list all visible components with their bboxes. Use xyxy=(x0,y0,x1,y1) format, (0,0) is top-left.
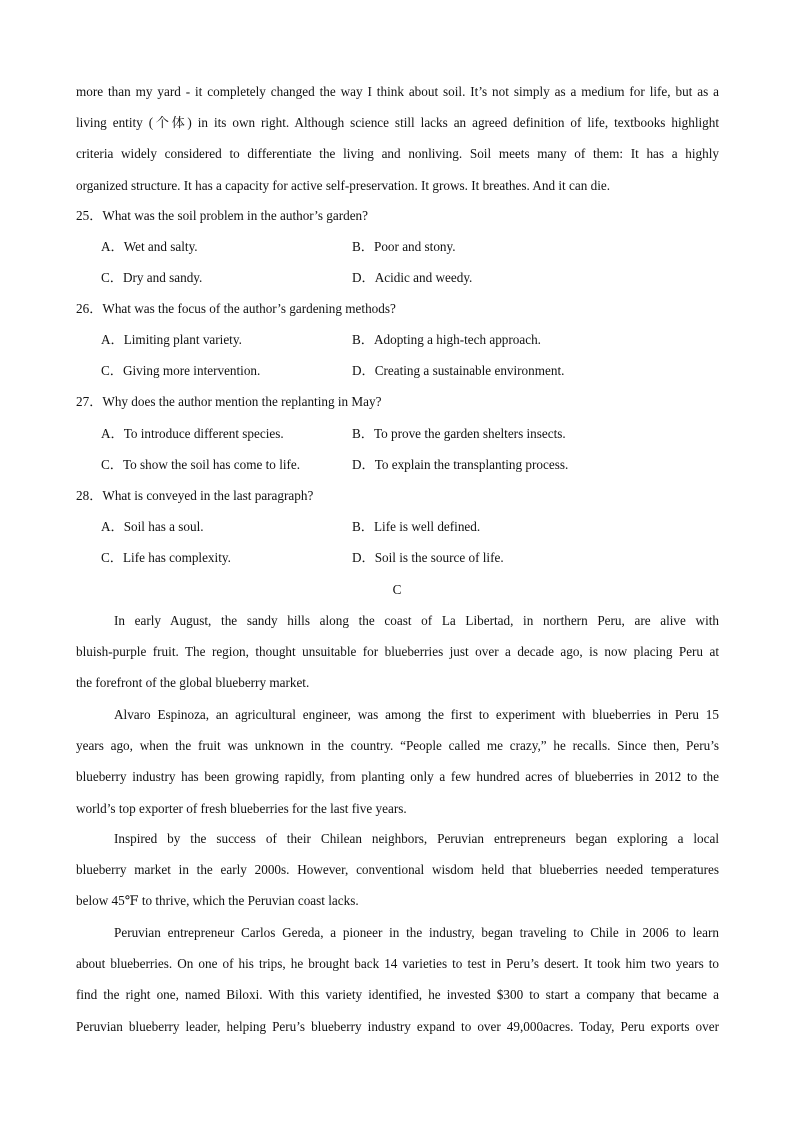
option-26-b: B．Adopting a high-tech approach. xyxy=(352,332,541,347)
option-25-d: D．Acidic and weedy. xyxy=(352,270,473,285)
section-c-heading: C xyxy=(392,582,402,597)
section-c-paragraph-4 xyxy=(76,917,719,1042)
text-line: In early August, the sandy hills along the coast of La Libertad, in northern Peru, are alive with xyxy=(114,613,719,628)
question-28-stem: 28．What is conveyed in the last paragraph? xyxy=(76,488,314,503)
option-27-c: C．To show the soil has come to life. xyxy=(101,457,301,472)
option-27-a: A．To introduce different species. xyxy=(101,426,284,441)
text-line: find the right one, named Biloxi. With this variety identified, he invested $300 to start a company that became a xyxy=(76,987,719,1003)
option-26-c: C．Giving more intervention. xyxy=(101,363,261,378)
passage-b-tail xyxy=(76,76,719,201)
text-line: about blueberries. On one of his trips, he brought back 14 varieties to test in Peru’s desert. It took him two years to xyxy=(76,956,719,972)
section-c-paragraph-3 xyxy=(76,823,719,917)
text-line: Alvaro Espinoza, an agricultural engineer, was among the first to experiment with blueberries in Peru 15 xyxy=(114,707,719,722)
text-line: below 45℉ to thrive, which the Peruvian coast lacks. xyxy=(76,893,359,909)
option-25-a: A．Wet and salty. xyxy=(101,239,198,254)
text-line: years ago, when the fruit was unknown in the country. “People called me crazy,” he recalls. Since then, Peru’s xyxy=(76,738,719,754)
text-line: more than my yard - it completely changed the way I think about soil. It’s not simply as a medium for life, but as a xyxy=(76,84,719,99)
text-line: Peruvian blueberry leader, helping Peru’s blueberry industry expand to over 49,000acres. Today, Peru exports over xyxy=(76,1018,719,1034)
option-28-c: C．Life has complexity. xyxy=(101,550,231,565)
section-c-paragraph-2 xyxy=(76,699,719,824)
option-27-d: D．To explain the transplanting process. xyxy=(352,457,569,472)
section-c-paragraph-1 xyxy=(76,605,719,699)
text-line: Peruvian entrepreneur Carlos Gereda, a pioneer in the industry, began traveling to Chile in 2006 to learn xyxy=(114,925,719,940)
text-line: blueberry industry has been growing rapidly, from planting only a few hundred acres of blueberries in 2012 to the xyxy=(76,769,719,785)
text-line: world’s top exporter of fresh blueberries for the last five years. xyxy=(76,800,407,816)
text-line: Inspired by the success of their Chilean neighbors, Peruvian entrepreneurs began exploring a local xyxy=(114,831,719,846)
question-27-stem: 27．Why does the author mention the replanting in May? xyxy=(76,394,382,409)
option-26-d: D．Creating a sustainable environment. xyxy=(352,363,565,378)
text-line: criteria widely considered to differentiate the living and nonliving. Soil meets many of them: It has a highly xyxy=(76,146,719,162)
option-25-b: B．Poor and stony. xyxy=(352,239,456,254)
text-line: blueberry market in the early 2000s. However, conventional wisdom held that blueberries needed temperatures xyxy=(76,862,719,878)
option-28-b: B．Life is well defined. xyxy=(352,519,481,534)
option-27-b: B．To prove the garden shelters insects. xyxy=(352,426,566,441)
text-line: organized structure. It has a capacity for active self-preservation. It grows. It breathes. And it can die. xyxy=(76,177,611,193)
text-line: bluish-purple fruit. The region, thought unsuitable for blueberries just over a decade ago, is now placing Peru at xyxy=(76,644,719,660)
text-line: the forefront of the global blueberry market. xyxy=(76,675,310,691)
option-28-a: A．Soil has a soul. xyxy=(101,519,204,534)
question-26-stem: 26．What was the focus of the author’s gardening methods? xyxy=(76,301,396,316)
question-25-stem: 25．What was the soil problem in the author’s garden? xyxy=(76,208,369,223)
option-28-d: D．Soil is the source of life. xyxy=(352,550,504,565)
text-line: living entity (个体) in its own right. Although science still lacks an agreed definition of life, textbooks highlight xyxy=(76,115,719,131)
option-25-c: C．Dry and sandy. xyxy=(101,270,203,285)
option-26-a: A．Limiting plant variety. xyxy=(101,332,242,347)
